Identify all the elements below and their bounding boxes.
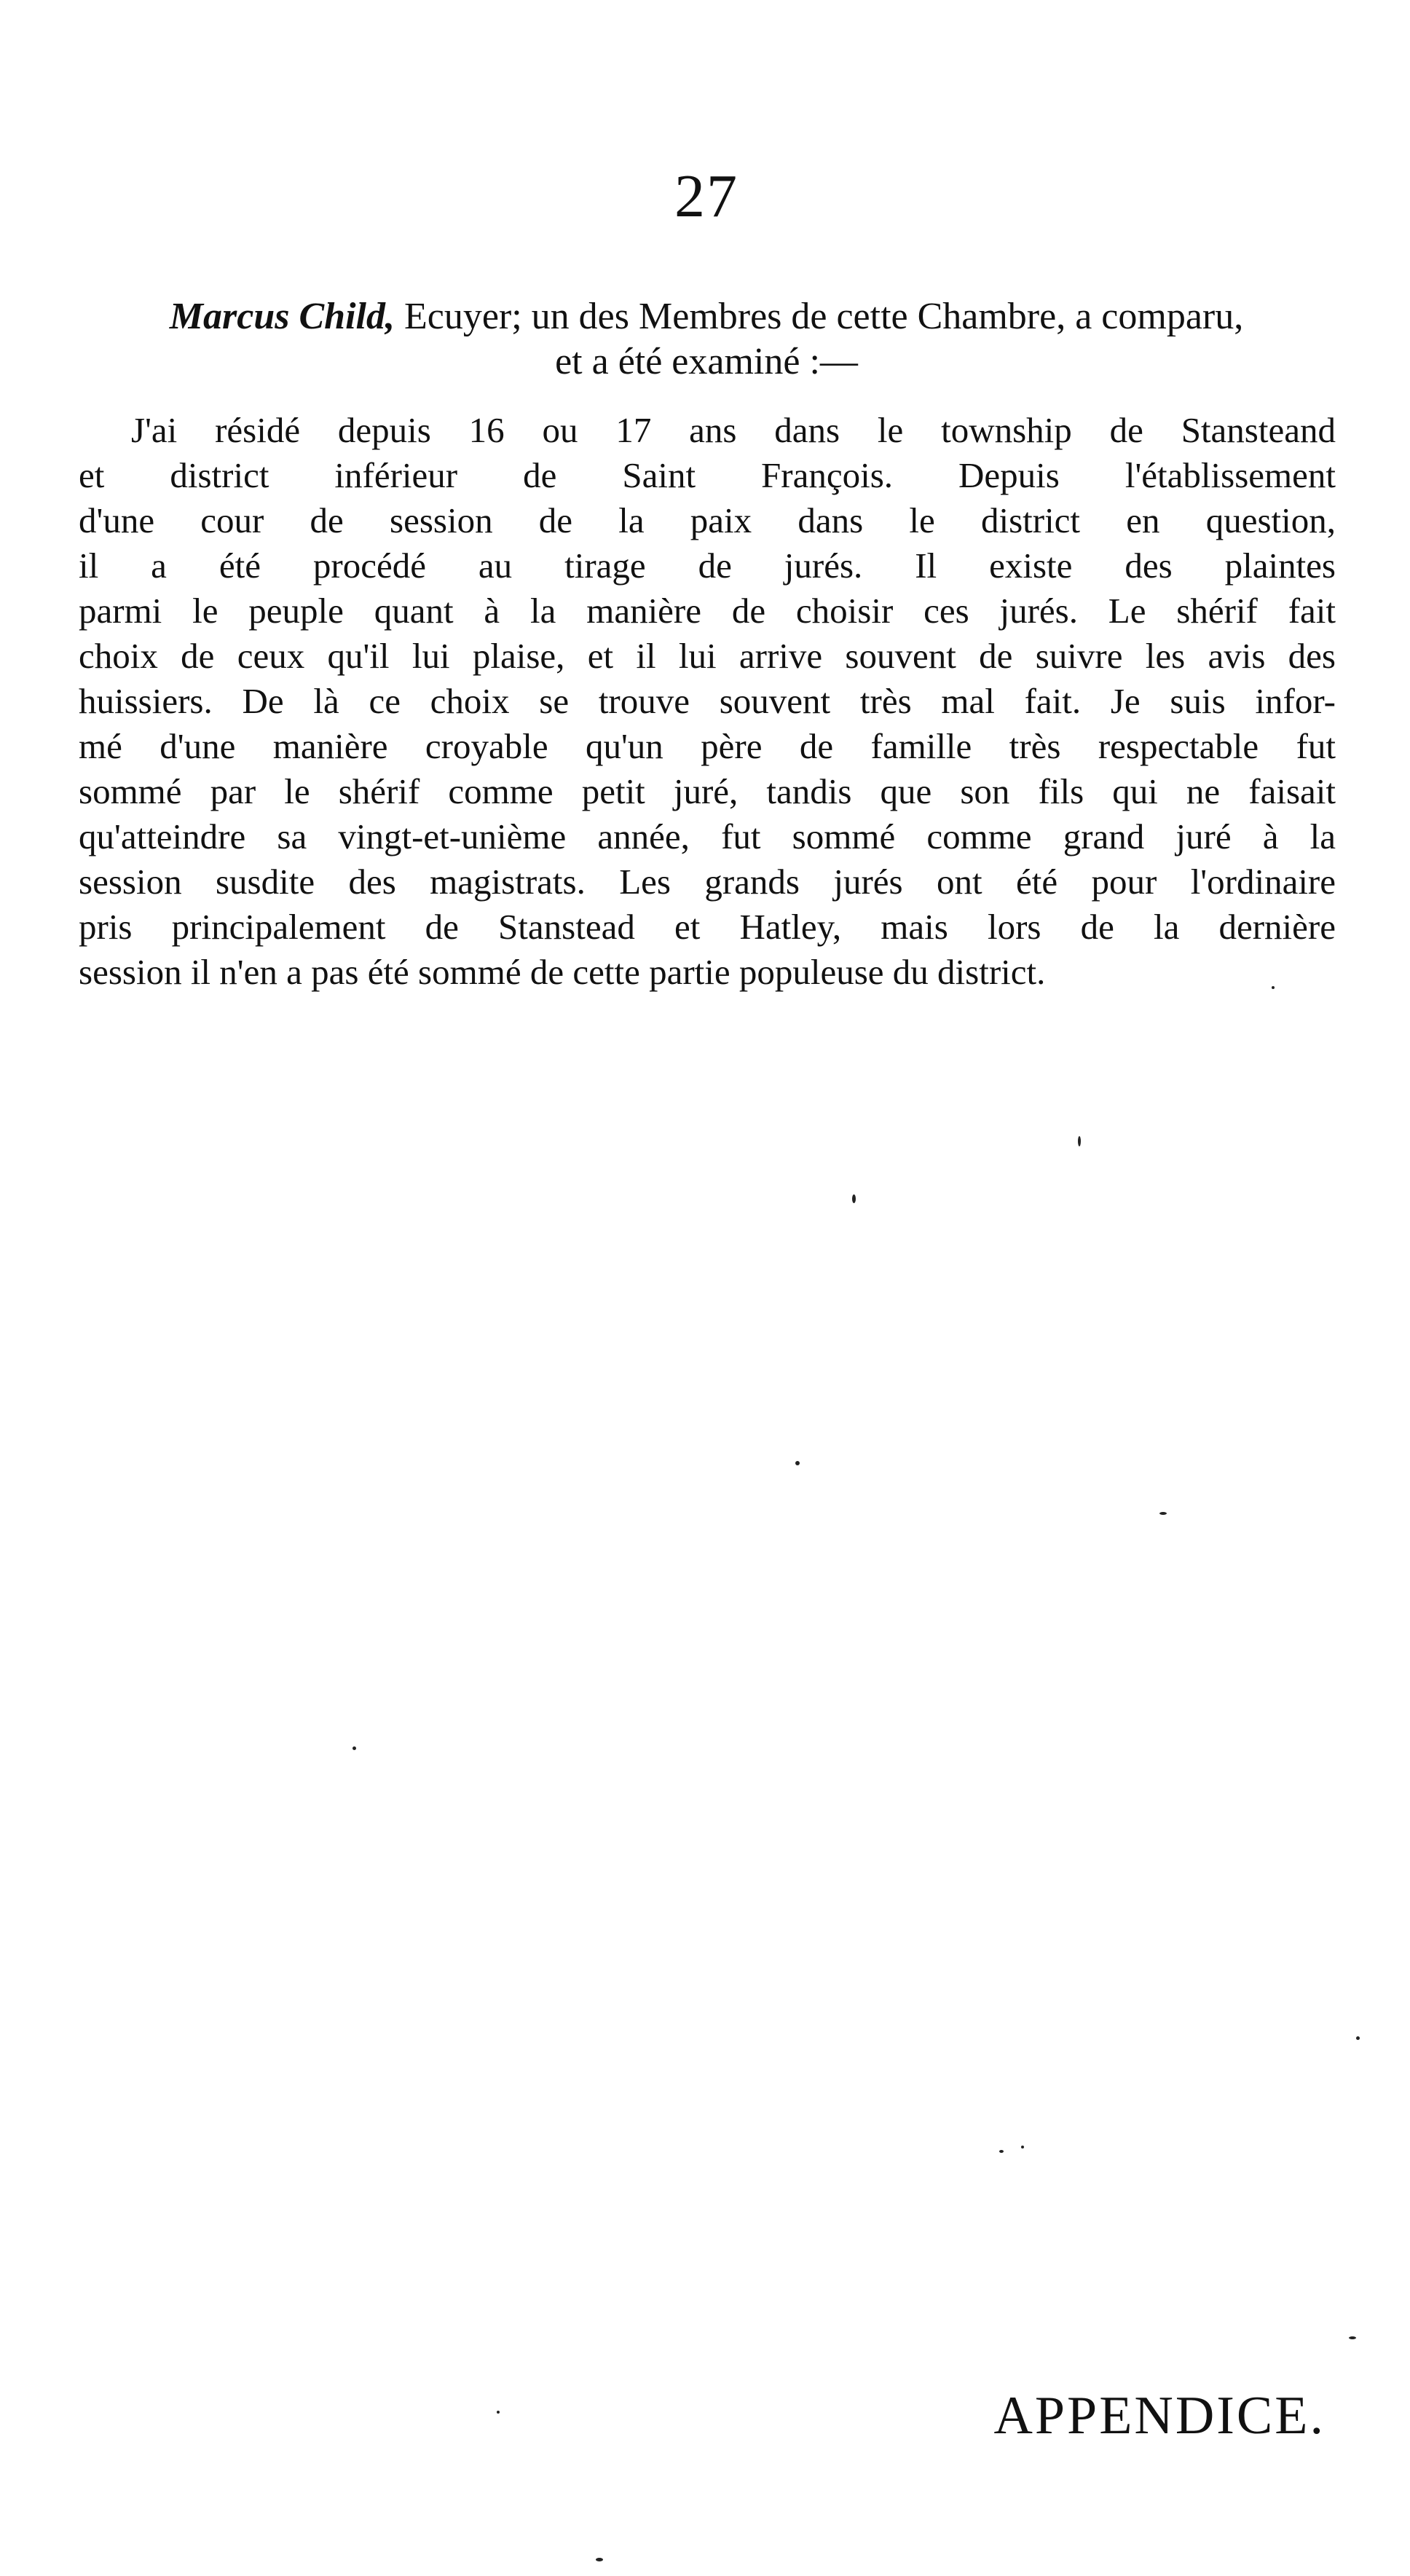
text-line: session il n'en a pas été sommé de cette partie populeuse du district. — [79, 952, 1046, 992]
scan-speck — [795, 1461, 800, 1465]
witness-title: Ecuyer; un des Membres de cette Chambre, a comparu, — [394, 296, 1244, 337]
text-line: et district inférieur de Saint François. Depuis l'établissement — [79, 455, 1336, 495]
scan-speck — [352, 1746, 356, 1750]
heading-line-1 — [80, 294, 1333, 339]
text-line: sommé par le shérif comme petit juré, tandis que son fils qui ne faisait — [79, 771, 1336, 811]
text-line: d'une cour de session de la paix dans le district en question, — [79, 500, 1336, 540]
text-line: il a été procédé au tirage de jurés. Il existe des plaintes — [79, 545, 1336, 586]
text-line: pris principalement de Stanstead et Hatley, mais lors de la dernière — [79, 907, 1336, 947]
text-line: mé d'une manière croyable qu'un père de famille très respectable fut — [79, 726, 1336, 766]
witness-heading — [80, 294, 1333, 385]
page-number: 27 — [674, 162, 739, 230]
testimony-paragraph — [79, 408, 1336, 995]
text-line: J'ai résidé depuis 16 ou 17 ans dans le township de Stansteand — [131, 410, 1336, 450]
scan-speck — [999, 2150, 1004, 2153]
scan-speck — [497, 2411, 500, 2414]
scan-speck — [1356, 2036, 1360, 2040]
catchword: APPENDICE. — [993, 2386, 1326, 2446]
text-line: huissiers. De là ce choix se trouve souvent très mal fait. Je suis infor- — [79, 681, 1336, 721]
scan-speck — [1159, 1512, 1167, 1515]
scan-speck — [1078, 1136, 1081, 1146]
scan-speck — [1272, 986, 1275, 989]
text-line: session susdite des magistrats. Les grands jurés ont été pour l'ordinaire — [79, 862, 1336, 902]
scan-speck — [1349, 2336, 1356, 2339]
scan-speck — [596, 2558, 603, 2561]
text-line: choix de ceux qu'il lui plaise, et il lui arrive souvent de suivre les avis des — [79, 636, 1336, 676]
scan-speck — [1021, 2146, 1024, 2148]
text-line: qu'atteindre sa vingt-et-unième année, fut sommé comme grand juré à la — [79, 816, 1336, 856]
scan-speck — [852, 1194, 856, 1203]
witness-name: Marcus Child, — [169, 296, 395, 337]
heading-line-2: et a été examiné :— — [555, 341, 858, 382]
text-line: parmi le peuple quant à la manière de choisir ces jurés. Le shérif fait — [79, 591, 1336, 631]
